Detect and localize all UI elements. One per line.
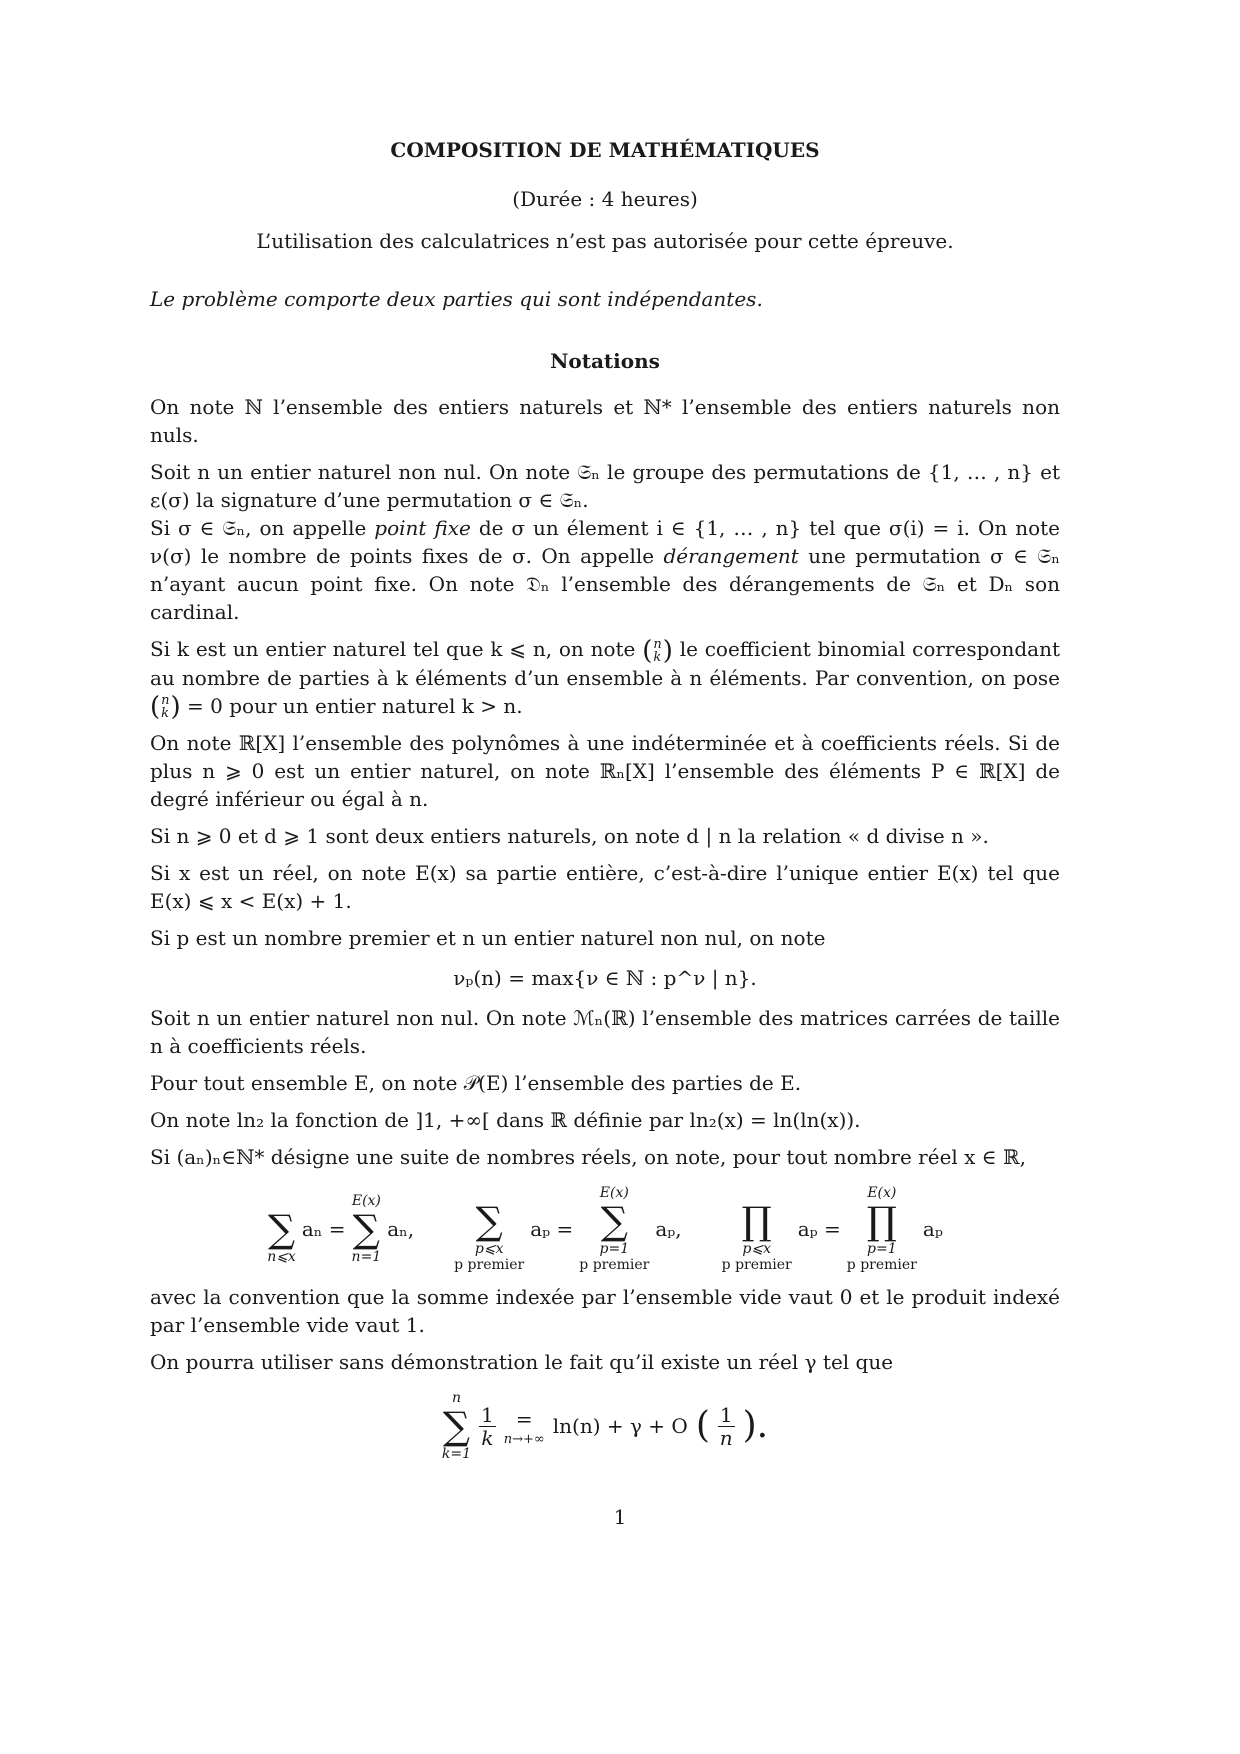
sum-sub2: p premier xyxy=(454,1257,525,1273)
prod-sub2: p premier xyxy=(846,1257,917,1273)
sum-operator xyxy=(442,1390,471,1462)
paragraph-convention: avec la convention que la somme indexée par l’ensemble vide vaut 0 et le produit indexé par l’ensemble vide vaut 1. xyxy=(150,1285,1060,1337)
binom-bottom: k xyxy=(653,649,662,665)
paragraph-ln2: On note ln₂ la fonction de ]1, +∞[ dans ℝ définie par ln₂(x) = ln(ln(x)). xyxy=(150,1108,861,1132)
prod-symbol: ∏ xyxy=(741,1199,772,1243)
term-derangement: dérangement xyxy=(663,544,799,568)
paragraph-valuation: Si p est un nombre premier et n un entier naturel non nul, on note xyxy=(150,926,826,950)
text-span: le coefficient binomial correspondant au nombre de parties à k éléments d’un ensemble à n éléments. Par convention, on pose xyxy=(150,637,1060,690)
intro-text: Le problème comporte deux parties qui sont indépendantes. xyxy=(150,287,763,311)
sum-sup: E(x) xyxy=(599,1185,629,1201)
sum-term: aₙ, xyxy=(387,1217,415,1241)
sum-symbol: ∑ xyxy=(442,1404,471,1448)
paragraph-power-set: Pour tout ensemble E, on note 𝒫(E) l’ensemble des parties de E. xyxy=(150,1071,802,1095)
sum-sub: n=1 xyxy=(351,1249,382,1265)
harmonic-formula xyxy=(150,1390,1060,1462)
harmonic-rhs: ln(n) + γ + O xyxy=(552,1414,688,1438)
calculator-rule: L’utilisation des calculatrices n’est pas autorisée pour cette épreuve. xyxy=(256,229,954,253)
sum-definitions xyxy=(150,1185,1060,1273)
paragraph-permutations: Soit n un entier naturel non nul. On note 𝔖ₙ le groupe des permutations de {1, … , n} et ε(σ) la signature d’une permutation σ ∈ 𝔖ₙ. xyxy=(150,460,1060,512)
text-span: Si σ ∈ 𝔖ₙ, on appelle xyxy=(150,516,375,540)
page-title: COMPOSITION DE MATHÉMATIQUES xyxy=(390,138,820,162)
sum-symbol: ∑ xyxy=(475,1199,503,1243)
sum-term: aₚ = xyxy=(530,1217,574,1241)
page-content xyxy=(150,136,1060,1472)
paragraph-matrices: Soit n un entier naturel non nul. On note ℳₙ(ℝ) l’ensemble des matrices carrées de taille n à coefficients réels. xyxy=(150,1006,1060,1058)
prod-sup: E(x) xyxy=(867,1185,897,1201)
duration-text: (Durée : 4 heures) xyxy=(512,187,698,211)
asymptotic-equal xyxy=(504,1405,545,1447)
paragraph-naturals: On note ℕ l’ensemble des entiers naturels et ℕ* l’ensemble des entiers naturels non nuls. xyxy=(150,395,1060,447)
section-title: Notations xyxy=(550,349,660,373)
fraction xyxy=(479,1404,496,1449)
sum-def-1 xyxy=(267,1193,414,1265)
prod-sub2: p premier xyxy=(721,1257,792,1273)
page-number: 1 xyxy=(613,1505,627,1529)
sum-sup: E(x) xyxy=(351,1193,381,1209)
paragraph-integer-part: Si x est un réel, on note E(x) sa partie entière, c’est-à-dire l’unique entier E(x) tel que E(x) ⩽ x < E(x) + 1. xyxy=(150,861,1060,913)
fraction-den: k xyxy=(481,1425,494,1450)
eq-sign: = xyxy=(515,1407,533,1431)
fraction-num: 1 xyxy=(719,1402,733,1427)
valuation-formula: νₚ(n) = max{ν ∈ ℕ : p^ν | n}. xyxy=(453,966,757,990)
prod-term: aₚ xyxy=(922,1217,943,1241)
sum-def-2 xyxy=(454,1185,682,1273)
text-span: Si k est un entier naturel tel que k ⩽ n, on note xyxy=(150,637,643,661)
text-span: une permutation σ ∈ 𝔖ₙ n’ayant aucun point fixe. On note 𝔇ₙ l’ensemble des dérangements de 𝔖ₙ et Dₙ son cardinal. xyxy=(150,544,1060,624)
prod-sub: p⩽x xyxy=(742,1241,771,1257)
paragraph-euler-gamma: On pourra utiliser sans démonstration le fait qu’il existe un réel γ tel que xyxy=(150,1350,894,1374)
sum-sup: n xyxy=(451,1390,461,1406)
text-span: de σ un élement i ∈ {1, … , n} tel que σ(i) = i. On note ν(σ) le nombre de points fixes de σ. On appelle xyxy=(150,516,1060,568)
fraction-den: n xyxy=(719,1425,733,1450)
sum-symbol: ∑ xyxy=(267,1207,296,1251)
paragraph-derangements xyxy=(150,514,1060,626)
sum-term: aₚ, xyxy=(655,1217,682,1241)
sum-operator xyxy=(267,1193,296,1265)
prod-term: aₚ = xyxy=(797,1217,841,1241)
sum-sub: p⩽x xyxy=(474,1241,504,1257)
paragraph-polynomials: On note ℝ[X] l’ensemble des polynômes à une indéterminée et à coefficients réels. Si de plus n ⩾ 0 est un entier naturel, on note ℝₙ[X] l’ensemble des éléments P ∈ ℝ[X] de degré inférieur ou égal à n. xyxy=(150,731,1060,811)
paren-open: ( xyxy=(695,1405,710,1446)
prod-operator xyxy=(722,1185,792,1273)
sum-operator xyxy=(579,1185,649,1273)
sum-sub: p=1 xyxy=(599,1241,630,1257)
paragraph-binomial xyxy=(150,635,1060,720)
sum-term: aₙ = xyxy=(301,1217,346,1241)
sum-operator xyxy=(454,1185,524,1273)
sum-sub2: p premier xyxy=(579,1257,650,1273)
prod-symbol: ∏ xyxy=(866,1199,897,1243)
binomial-symbol: ( n k ) xyxy=(150,692,181,722)
binomial-symbol: ( n k ) xyxy=(642,635,673,666)
paren-close: ). xyxy=(742,1405,769,1446)
eq-sub: n→+∞ xyxy=(503,1432,545,1447)
binom-top: n xyxy=(653,636,662,652)
term-point-fixe: point fixe xyxy=(374,516,471,540)
sum-sub: n⩽x xyxy=(267,1249,296,1265)
sum-sub: k=1 xyxy=(441,1446,472,1462)
text-span: = 0 pour un entier naturel k > n. xyxy=(180,693,523,718)
paragraph-divides: Si n ⩾ 0 et d ⩾ 1 sont deux entiers naturels, on note d | n la relation « d divise n ». xyxy=(150,824,989,848)
prod-operator xyxy=(847,1185,917,1273)
fraction xyxy=(718,1404,735,1449)
prod-sub: p=1 xyxy=(867,1241,897,1257)
paragraph-sequence: Si (aₙ)ₙ∈ℕ* désigne une suite de nombres réels, on note, pour tout nombre réel x ∈ ℝ, xyxy=(150,1145,1026,1169)
fraction-num: 1 xyxy=(481,1402,494,1427)
prod-def xyxy=(722,1185,943,1273)
sum-symbol: ∑ xyxy=(600,1199,628,1243)
binom-top: n xyxy=(161,693,170,708)
sum-symbol: ∑ xyxy=(352,1207,380,1251)
binom-bottom: k xyxy=(161,706,170,721)
sum-operator xyxy=(352,1193,382,1265)
